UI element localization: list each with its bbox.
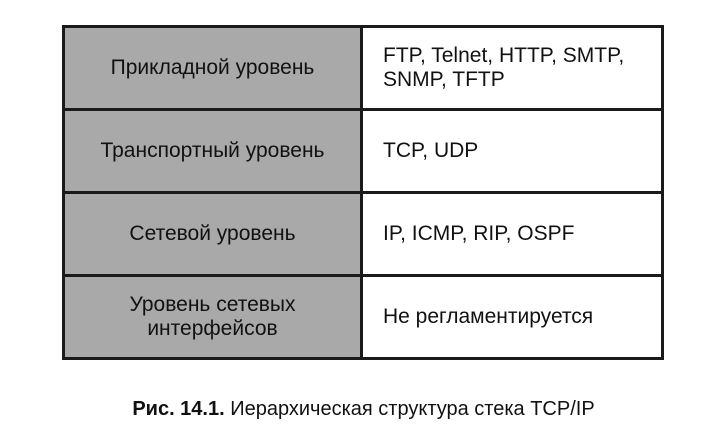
figure-number: Рис. 14.1. xyxy=(132,398,225,420)
layer-name: Транспортный уровень xyxy=(64,110,362,193)
layer-name: Уровень сетевых интерфейсов xyxy=(64,276,362,359)
layer-protocols: IP, ICMP, RIP, OSPF xyxy=(362,193,663,276)
layer-protocols: TCP, UDP xyxy=(362,110,663,193)
layer-name: Сетевой уровень xyxy=(64,193,362,276)
layer-name: Прикладной уровень xyxy=(64,27,362,110)
table-row xyxy=(64,110,663,193)
table-row xyxy=(64,276,663,359)
layer-protocols: Не регламентируется xyxy=(362,276,663,359)
layer-protocols: FTP, Telnet, HTTP, SMTP, SNMP, TFTP xyxy=(362,27,663,110)
figure-caption-text: Иерархическая структура стека TCP/IP xyxy=(230,398,595,420)
figure xyxy=(62,25,661,360)
figure-caption xyxy=(0,397,727,421)
table-row xyxy=(64,27,663,110)
table-row xyxy=(64,193,663,276)
tcpip-stack-table xyxy=(62,25,664,360)
